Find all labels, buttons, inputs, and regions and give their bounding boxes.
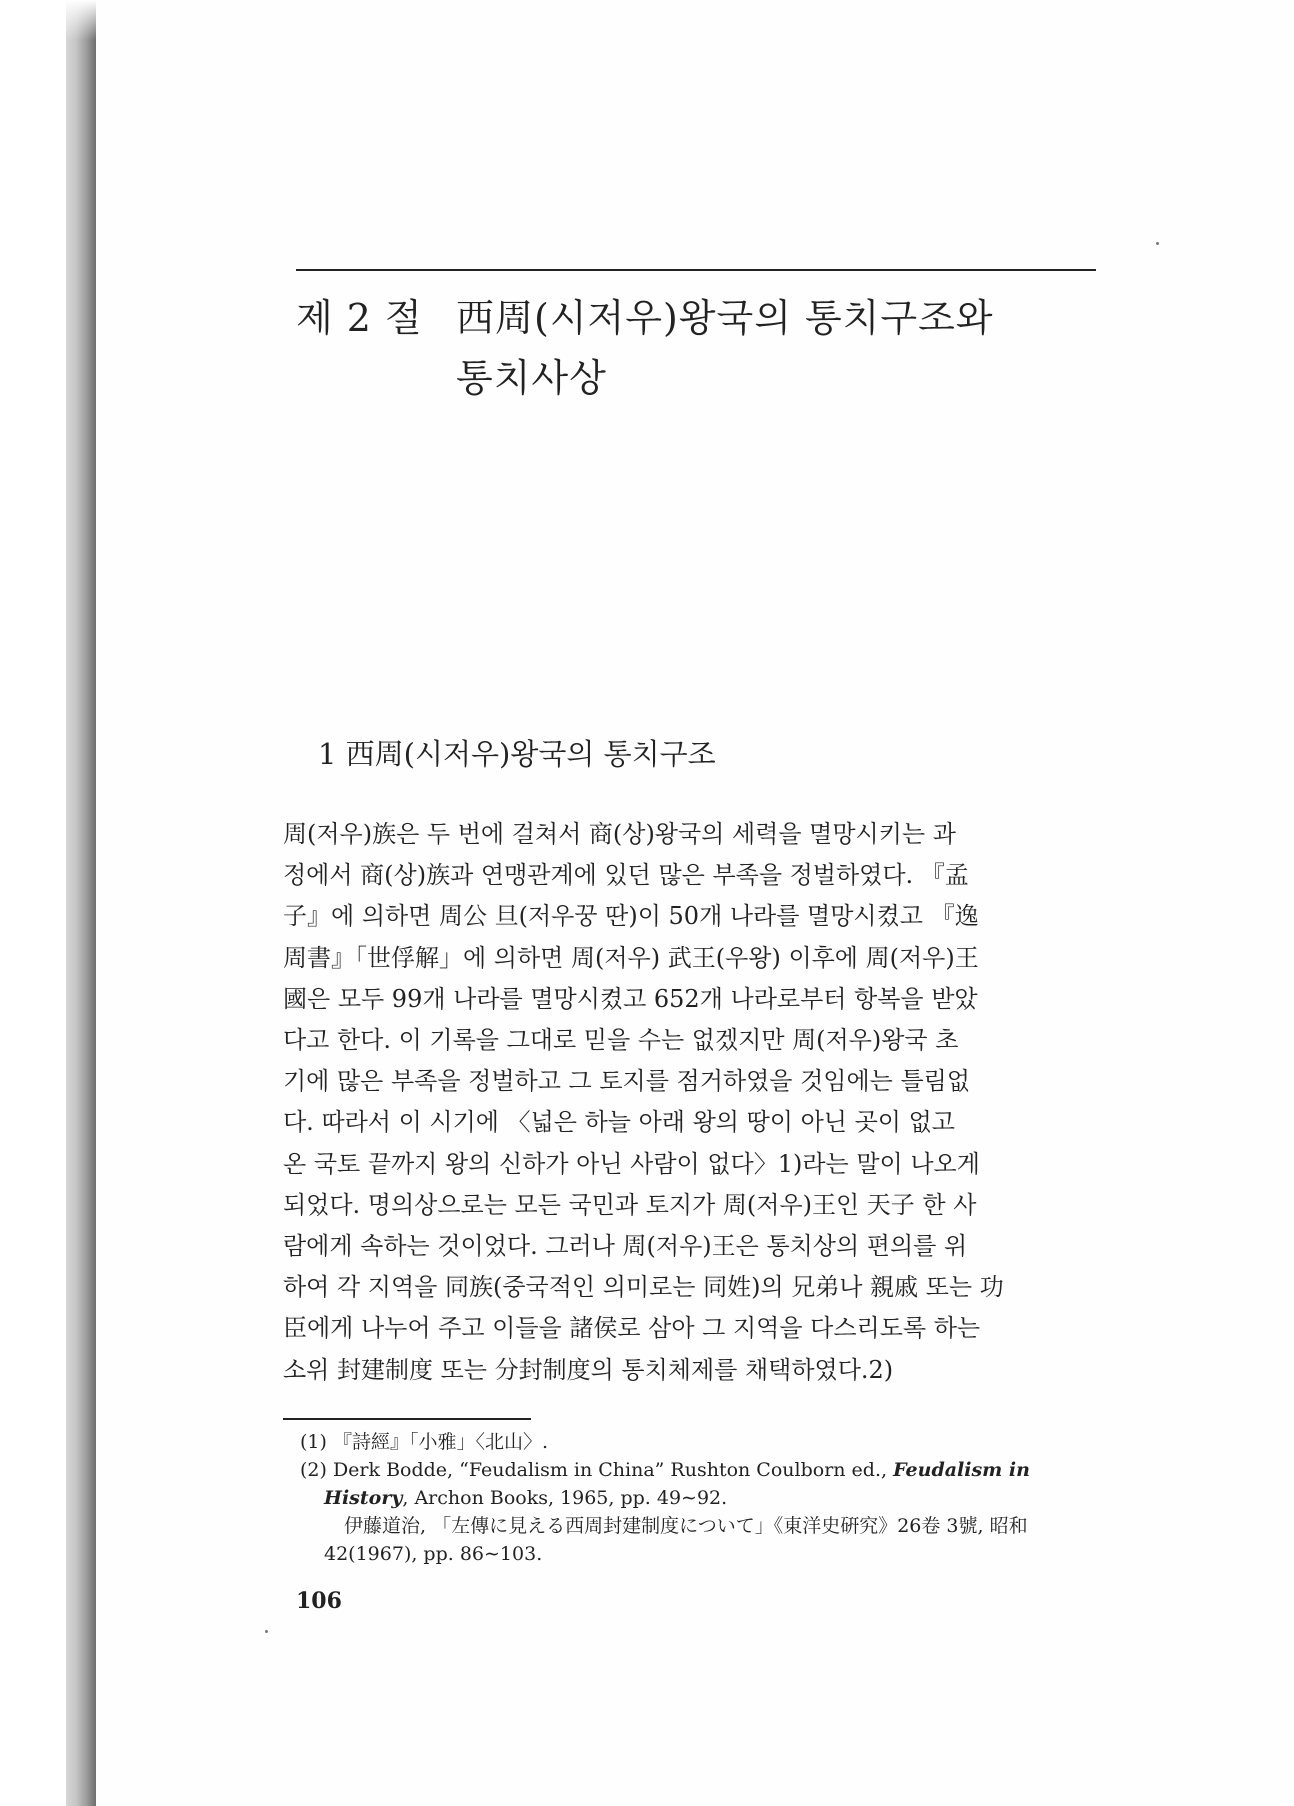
body-line: 子』에 의하면 周公 旦(저우꿍 딴)이 50개 나라를 멸망시켰고 『逸 [283,902,979,931]
chapter-rule [296,269,1096,271]
body-line: 기에 많은 부족을 정벌하고 그 토지를 점거하였을 것임에는 틀림없 [283,1067,970,1096]
body-line: 周(저우)族은 두 번에 걸쳐서 商(상)왕국의 세력을 멸망시키는 과 [283,820,956,848]
chapter-title-line2: 통치사상 [456,356,607,400]
footnote-2-line2 [300,1484,1110,1512]
body-line: 소위 封建制度 또는 分封制度의 통치체제를 채택하였다.2) [283,1355,894,1384]
body-line: 臣에게 나누어 주고 이들을 諸侯로 삼아 그 지역을 다스리도록 하는 [283,1314,981,1343]
book-edge-shadow [66,0,96,1806]
footnote-2-line1 [300,1456,1110,1484]
body-paragraph [283,814,1101,1391]
speck [265,1630,268,1633]
speck [1156,242,1159,245]
body-line: 國은 모두 99개 나라를 멸망시켰고 652개 나라로부터 항복을 받았 [283,984,978,1013]
chapter-heading [296,288,994,348]
body-line: 周書』「世俘解」에 의하면 周(저우) 武王(우왕) 이후에 周(저우)王 [283,943,979,972]
footnote-2-book-title: Feudalism in [893,1459,1030,1481]
footnote-2-publisher: , Archon Books, 1965, pp. 49∼92. [402,1487,728,1509]
footnote-2-text: (2) Derk Bodde, “Feudalism in China” Rushton Coulborn ed., [300,1459,894,1481]
body-line: 다고 한다. 이 기록을 그대로 믿을 수는 없겠지만 周(저우)왕국 초 [283,1026,959,1055]
footnote-2-book-title-cont: History [324,1487,403,1509]
footnote-2-line4: 42(1967), pp. 86∼103. [324,1543,543,1565]
body-line: 정에서 商(상)族과 연맹관계에 있던 많은 부족을 정벌하였다. 『孟 [283,861,969,890]
footnotes [300,1428,1110,1568]
chapter-number: 제 2 절 [296,296,423,340]
footnote-rule [283,1418,531,1420]
footnote-1: (1) 『詩經』「小雅」〈北山〉. [300,1431,548,1453]
body-line: 람에게 속하는 것이었다. 그러나 周(저우)王은 통치상의 편의를 위 [283,1232,968,1261]
book-edge-highlight [66,0,96,40]
footnote-2-line3: 伊藤道治, 「左傳に見える西周封建制度について」《東洋史硏究》26卷 3號, 昭和 [344,1515,1028,1537]
body-line: 다. 따라서 이 시기에 〈넓은 하늘 아래 왕의 땅이 아닌 곳이 없고 [283,1108,955,1137]
section-heading: 1 西周(시저우)왕국의 통치구조 [318,737,716,771]
chapter-title-line1: 西周(시저우)왕국의 통치구조와 [456,296,994,340]
body-line: 되었다. 명의상으로는 모든 국민과 토지가 周(저우)王인 天子 한 사 [283,1190,977,1219]
body-line: 하여 각 지역을 同族(중국적인 의미로는 同姓)의 兄弟나 親戚 또는 功 [283,1273,1004,1302]
page-number: 106 [296,1588,342,1614]
body-line: 온 국토 끝까지 왕의 신하가 아닌 사람이 없다〉1)라는 말이 나오게 [283,1149,980,1178]
